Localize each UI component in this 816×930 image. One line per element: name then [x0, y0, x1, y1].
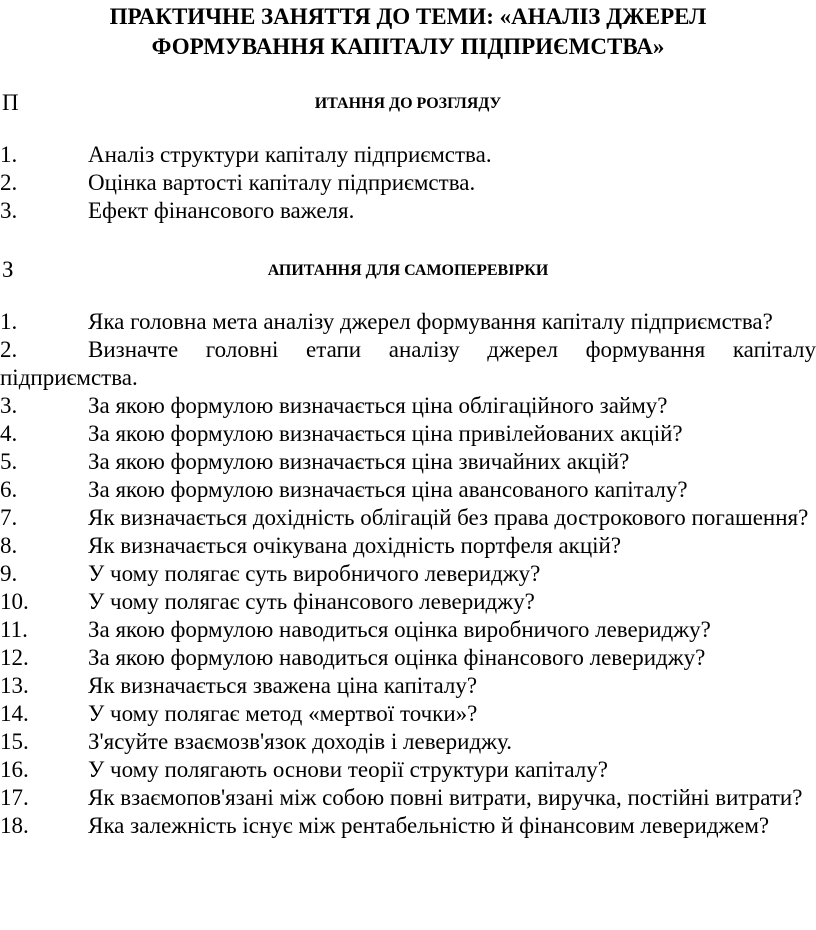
- item-number: 9.: [0, 561, 18, 586]
- list-item: [0, 308, 816, 336]
- item-number: 18.: [0, 813, 29, 838]
- item-text: Як визначається дохідність облігацій без права дострокового погашення?: [88, 505, 809, 530]
- list-item: [0, 728, 816, 756]
- self-check-heading-text: АПИТАННЯ ДЛЯ САМОПЕРЕВІРКИ: [267, 262, 549, 279]
- list-item: [0, 784, 816, 812]
- self-check-heading: [0, 255, 816, 285]
- questions-heading: [0, 88, 816, 118]
- list-item: [0, 532, 816, 560]
- item-text: Ефект фінансового важеля.: [88, 198, 355, 223]
- item-text: У чому полягає суть фінансового левериджу?: [88, 589, 535, 614]
- questions-heading-initial: П: [2, 90, 19, 115]
- list-item: [0, 588, 816, 616]
- item-number: 3.: [0, 393, 18, 418]
- list-item: [0, 560, 816, 588]
- document-title: [0, 2, 816, 62]
- item-number: 8.: [0, 533, 18, 558]
- list-item: [0, 392, 816, 420]
- item-text: За якою формулою наводиться оцінка фінансового левериджу?: [88, 645, 706, 670]
- self-check-list: [0, 308, 816, 840]
- self-check-heading-initial: З: [2, 257, 14, 282]
- item-number: 1.: [0, 309, 18, 334]
- item-number: 2.: [0, 170, 18, 195]
- list-item: [0, 812, 816, 840]
- list-item: [0, 169, 816, 197]
- item-number: 5.: [0, 449, 18, 474]
- list-item: [0, 700, 816, 728]
- list-item: [0, 504, 816, 532]
- item-number: 12.: [0, 645, 29, 670]
- item-text: Аналіз структури капіталу підприємства.: [88, 142, 492, 167]
- questions-list: [0, 141, 816, 225]
- list-item: [0, 672, 816, 700]
- item-text: У чому полягає метод «мертвої точки»?: [88, 701, 478, 726]
- list-item: [0, 420, 816, 448]
- item-number: 13.: [0, 673, 29, 698]
- item-text: У чому полягає суть виробничого левериджу?: [88, 561, 541, 586]
- item-number: 3.: [0, 198, 18, 223]
- item-text: Як взаємопов'язані між собою повні витрати, виручка, постійні витрати?: [88, 785, 803, 810]
- item-number: 14.: [0, 701, 29, 726]
- item-text: За якою формулою визначається ціна авансованого капіталу?: [88, 477, 688, 502]
- item-text: Яка залежність існує між рентабельністю й фінансовим левериджем?: [88, 813, 770, 838]
- list-item: [0, 476, 816, 504]
- item-number: 6.: [0, 477, 18, 502]
- item-text: За якою формулою визначається ціна облігаційного займу?: [88, 393, 668, 418]
- list-item: [0, 336, 816, 392]
- item-text: Як визначається очікувана дохідність портфеля акцій?: [88, 533, 622, 558]
- item-text: За якою формулою визначається ціна привілейованих акцій?: [88, 421, 683, 446]
- item-number: 11.: [0, 617, 28, 642]
- item-number: 7.: [0, 505, 18, 530]
- item-text: Як визначається зважена ціна капіталу?: [88, 673, 478, 698]
- item-text: Яка головна мета аналізу джерел формування капіталу підприємства?: [88, 309, 773, 334]
- list-item: [0, 448, 816, 476]
- list-item: [0, 616, 816, 644]
- item-text: Оцінка вартості капіталу підприємства.: [88, 170, 476, 195]
- item-number: 15.: [0, 729, 29, 754]
- item-number: 4.: [0, 421, 18, 446]
- item-text: За якою формулою наводиться оцінка виробничого левериджу?: [88, 617, 711, 642]
- item-number: 1.: [0, 142, 18, 167]
- item-text: У чому полягають основи теорії структури капіталу?: [88, 757, 608, 782]
- item-text: За якою формулою визначається ціна звичайних акцій?: [88, 449, 630, 474]
- item-text: Визначте головні етапи аналізу джерел формування капіталу підприємства.: [0, 337, 816, 390]
- item-number: 10.: [0, 589, 29, 614]
- item-number: 16.: [0, 757, 29, 782]
- item-number: 2.: [0, 337, 18, 362]
- list-item: [0, 756, 816, 784]
- list-item: [0, 644, 816, 672]
- item-text: З'ясуйте взаємозв'язок доходів і левериджу.: [88, 729, 512, 754]
- title-line-1: ПРАКТИЧНЕ ЗАНЯТТЯ ДО ТЕМИ: «АНАЛІЗ ДЖЕРЕЛ: [109, 4, 707, 29]
- list-item: [0, 197, 816, 225]
- questions-heading-text: ИТАННЯ ДО РОЗГЛЯДУ: [314, 95, 502, 112]
- list-item: [0, 141, 816, 169]
- item-number: 17.: [0, 785, 29, 810]
- title-line-2: ФОРМУВАННЯ КАПІТАЛУ ПІДПРИЄМСТВА»: [151, 34, 665, 59]
